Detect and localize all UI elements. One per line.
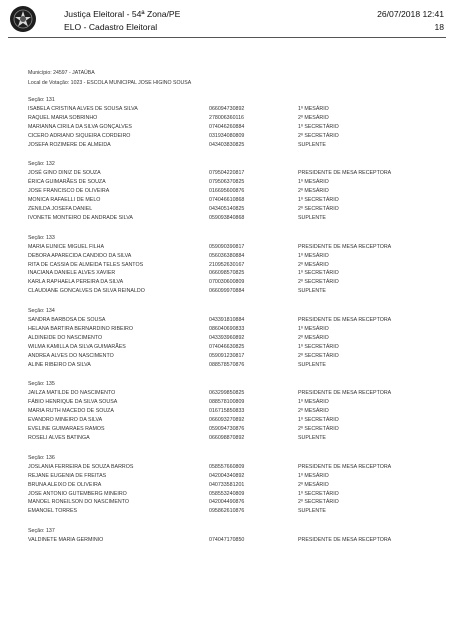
table-row	[28, 343, 448, 352]
section-spacer	[28, 516, 448, 527]
titulo-code: 074046630825	[209, 343, 245, 350]
mesario-role: 2º SECRETÁRIO	[298, 352, 339, 359]
section-block	[28, 96, 448, 160]
section-spacer	[28, 223, 448, 234]
section-spacer	[28, 369, 448, 380]
table-row	[28, 269, 448, 278]
sections-list	[28, 96, 448, 545]
table-row	[28, 434, 448, 443]
section-title: Seção: 136	[28, 454, 55, 461]
titulo-code: 278006360116	[209, 114, 244, 121]
mesario-role: 1º SECRETÁRIO	[298, 123, 339, 130]
titulo-code: 040733581201	[209, 481, 245, 488]
titulo-code: 066099970884	[209, 288, 245, 295]
mesario-name: EVELINE GUIMARAES RAMOS	[28, 426, 105, 433]
mesario-name: ANDREA ALVES DO NASCIMENTO	[28, 352, 114, 359]
section-title: Seção: 135	[28, 381, 55, 388]
mesario-name: MARIA EUNICE MIGUEL FILHA	[28, 243, 105, 250]
titulo-code: 079506370825	[209, 179, 245, 186]
mesario-name: BRUNA ALEIXO DE OLIVEIRA	[28, 481, 102, 488]
mesario-name: HELANA BARTIRA BERNARDINO RIBEIRO	[28, 326, 133, 333]
table-row	[28, 407, 448, 416]
mesario-role: PRESIDENTE DE MESA RECEPTORA	[298, 390, 392, 397]
mesario-role: 2º SECRETÁRIO	[298, 132, 339, 139]
mesario-role: SUPLENTE	[298, 214, 326, 221]
titulo-code: 059093840868	[209, 214, 245, 221]
mesario-role: 1º SECRETÁRIO	[298, 197, 339, 204]
titulo-code: 043405140825	[209, 206, 245, 213]
titulo-code: 058553240809	[209, 490, 245, 497]
table-row	[28, 334, 448, 343]
mesario-role: PRESIDENTE DE MESA RECEPTORA	[298, 317, 392, 324]
mesario-name: DEBORA APARECIDA CANDIDO DA SILVA	[28, 252, 132, 259]
mesario-role: 2º SECRETÁRIO	[298, 499, 339, 506]
titulo-code: 031934080809	[209, 132, 245, 139]
section-title: Seção: 132	[28, 161, 55, 168]
table-row	[28, 361, 448, 370]
table-row	[28, 389, 448, 398]
mesario-role: 2º MESÁRIO	[298, 334, 329, 341]
page-title: Justiça Eleitoral - 54ª Zona/PE	[64, 9, 181, 19]
titulo-code: 088578100809	[209, 399, 245, 406]
titulo-code: 066098570825	[209, 270, 245, 277]
mesario-role: PRESIDENTE DE MESA RECEPTORA	[298, 243, 392, 250]
table-row	[28, 325, 448, 334]
titulo-code: 042004490876	[209, 499, 245, 506]
mesario-name: SANDRA BARBOSA DE SOUSA	[28, 317, 106, 324]
titulo-code: 063299850825	[209, 390, 245, 397]
table-row	[28, 169, 448, 178]
mesario-role: 2º MESÁRIO	[298, 261, 329, 268]
mesario-name: VALDINETE MARIA GERMINIO	[28, 537, 104, 544]
section-spacer	[28, 296, 448, 307]
titulo-code: 086040690833	[209, 326, 245, 333]
mesario-role: SUPLENTE	[298, 141, 326, 148]
republic-emblem-icon	[10, 6, 36, 32]
section-title: Seção: 131	[28, 97, 55, 103]
mesario-role: 1º SECRETÁRIO	[298, 417, 339, 424]
titulo-code: 043403830825	[209, 141, 245, 148]
mesario-name: JOSE ANTONIO GUTEMBERG MINEIRO	[28, 490, 127, 497]
mesario-role: 1º SECRETÁRIO	[298, 490, 339, 497]
titulo-code: 016695600876	[209, 188, 245, 195]
table-row	[28, 472, 448, 481]
mesario-name: WILMA KAMILLA DA SILVA GUIMARÃES	[28, 343, 126, 350]
section-block	[28, 527, 448, 545]
titulo-code: 074046260884	[209, 123, 245, 130]
mesario-role: 2º MESÁRIO	[298, 481, 329, 488]
mesario-name: ALDINEIDE DO NASCIMENTO	[28, 334, 103, 341]
table-row	[28, 178, 448, 187]
mesario-name: MANOEL RONEILSON DO NASCIMENTO	[28, 499, 129, 506]
table-row	[28, 498, 448, 507]
mesario-role: 2º SECRETÁRIO	[298, 206, 339, 213]
mesario-name: JOSE FRANCISCO DE OLIVEIRA	[28, 188, 110, 195]
section-block	[28, 380, 448, 453]
table-row	[28, 105, 448, 114]
municipio-line: Município: 24597 - JATAÚBA	[28, 70, 95, 76]
mesario-name: ÉRICA GUIMARÃES DE SOUZA	[28, 179, 106, 186]
mesario-name: IVONETE MONTEIRO DE ANDRADE SILVA	[28, 214, 133, 221]
titulo-code: 059091230817	[209, 352, 245, 359]
mesario-name: JOSLANIA FERREIRA DE SOUZA BARROS	[28, 463, 134, 470]
mesario-name: ZENILDA JOSEFA DANIEL	[28, 206, 93, 213]
table-row	[28, 261, 448, 270]
table-row	[28, 490, 448, 499]
mesario-role: 1º MESÁRIO	[298, 252, 329, 259]
section-title: Seção: 134	[28, 308, 55, 315]
mesario-role: 1º SECRETÁRIO	[298, 270, 339, 277]
table-row	[28, 425, 448, 434]
table-row	[28, 463, 448, 472]
titulo-code: 074046610868	[209, 197, 245, 204]
header-divider	[8, 37, 446, 38]
table-row	[28, 416, 448, 425]
mesario-name: CICERO ADRIANO SIQUEIRA CORDEIRO	[28, 132, 131, 139]
titulo-code: 066094730892	[209, 106, 245, 112]
titulo-code: 016715850833	[209, 408, 245, 415]
table-row	[28, 507, 448, 516]
titulo-code: 066093270892	[209, 417, 245, 424]
mesario-role: 2º MESÁRIO	[298, 408, 329, 415]
table-row	[28, 252, 448, 261]
mesario-role: 1º MESÁRIO	[298, 472, 329, 479]
table-row	[28, 141, 448, 150]
mesario-role: PRESIDENTE DE MESA RECEPTORA	[298, 170, 392, 177]
table-row	[28, 132, 448, 141]
mesario-name: EVANDRO MINEIRO DA SILVA	[28, 417, 103, 424]
table-row	[28, 316, 448, 325]
mesario-name: JOSEFA ROZIMERE DE ALMEIDA	[28, 141, 111, 148]
mesario-name: MARIA RUTH MACEDO DE SOUZA	[28, 408, 114, 415]
section-block	[28, 307, 448, 380]
mesario-name: MARIANNA CIRILA DA SILVA GONÇALVES	[28, 123, 132, 130]
section-title: Seção: 133	[28, 234, 55, 241]
table-row	[28, 481, 448, 490]
page-header	[0, 0, 454, 44]
mesario-role: 2º MESÁRIO	[298, 188, 329, 195]
titulo-code: 079504220817	[209, 170, 245, 177]
section-spacer	[28, 443, 448, 454]
mesario-role: SUPLENTE	[298, 288, 326, 295]
section-block	[28, 160, 448, 233]
titulo-code: 043391810884	[209, 317, 245, 324]
mesario-role: SUPLENTE	[298, 508, 326, 515]
mesario-name: EMANOEL TORRES	[28, 508, 78, 515]
mesario-name: RITA DE CASSIA DE ALMEIDA TELES SANTOS	[28, 261, 144, 268]
table-row	[28, 196, 448, 205]
mesario-role: SUPLENTE	[298, 361, 326, 368]
titulo-code: 210952630167	[209, 261, 245, 268]
mesario-role: 1º MESÁRIO	[298, 326, 329, 333]
titulo-code: 088578570876	[209, 361, 245, 368]
table-row	[28, 214, 448, 223]
mesario-name: MONICA RAFAELLI DE MELO	[28, 197, 101, 204]
mesario-name: ALINE RIBEIRO DA SILVA	[28, 361, 91, 368]
report-datetime: 26/07/2018 12:41	[377, 9, 444, 19]
mesario-name: REJANE EUGENIA DE FREITAS	[28, 472, 107, 479]
table-row	[28, 114, 448, 123]
mesario-role: 1º MESÁRIO	[298, 179, 329, 186]
titulo-code: 095862610876	[209, 508, 245, 515]
mesario-name: KARLA RAPHAELA PEREIRA DA SILVA	[28, 279, 124, 286]
titulo-code: 058557660809	[209, 463, 245, 470]
section-spacer	[28, 149, 448, 160]
mesario-name: INACIANA DANIELE ALVES XAVIER	[28, 270, 116, 277]
titulo-code: 070030600809	[209, 279, 245, 286]
table-row	[28, 287, 448, 296]
mesario-role: 1º MESÁRIO	[298, 106, 329, 112]
mesario-role: PRESIDENTE DE MESA RECEPTORA	[298, 463, 392, 470]
titulo-code: 059090390817	[209, 243, 245, 250]
table-row	[28, 187, 448, 196]
mesario-name: JAILZA MATILDE DO NASCIMENTO	[28, 390, 116, 397]
mesario-role: 2º SECRETÁRIO	[298, 426, 339, 433]
table-row	[28, 536, 448, 545]
titulo-code: 074047170850	[209, 537, 245, 544]
mesario-role: 1º MESÁRIO	[298, 399, 329, 406]
table-row	[28, 278, 448, 287]
table-row	[28, 398, 448, 407]
table-row	[28, 205, 448, 214]
section-title: Seção: 137	[28, 528, 55, 535]
mesario-name: ROSELI ALVES BATINGA	[28, 434, 90, 441]
section-block	[28, 234, 448, 307]
table-row	[28, 123, 448, 132]
table-row	[28, 352, 448, 361]
local-votacao-line: Local de Votação: 1023 - ESCOLA MUNICIPAL JOSE HIGINO SOUSA	[28, 80, 192, 86]
mesario-name: RAQUEL MARIA SOBRINHO	[28, 114, 98, 121]
titulo-code: 056036380884	[209, 252, 245, 259]
page-number: 18	[434, 22, 444, 32]
mesario-role: SUPLENTE	[298, 434, 326, 441]
titulo-code: 043393960892	[209, 334, 245, 341]
page-subtitle: ELO - Cadastro Eleitoral	[64, 22, 158, 32]
titulo-code: 066098870892	[209, 434, 245, 441]
mesario-role: 1º SECRETÁRIO	[298, 343, 339, 350]
mesario-role: 2º MESÁRIO	[298, 114, 329, 121]
mesario-name: CLAUDIANE GONCALVES DA SILVA REINALDO	[28, 288, 145, 295]
table-row	[28, 243, 448, 252]
mesario-role: 2º SECRETÁRIO	[298, 279, 339, 286]
mesario-name: FÁBIO HENRIQUE DA SILVA SOUSA	[28, 399, 118, 406]
mesario-name: ISABELA CRISTINA ALVES DE SOUSA SILVA	[28, 106, 138, 112]
mesario-role: PRESIDENTE DE MESA RECEPTORA	[298, 537, 392, 544]
mesario-name: JOSÉ GINO DINIZ DE SOUZA	[28, 170, 101, 177]
titulo-code: 059094730876	[209, 426, 245, 433]
section-block	[28, 454, 448, 527]
titulo-code: 042004340892	[209, 472, 245, 479]
